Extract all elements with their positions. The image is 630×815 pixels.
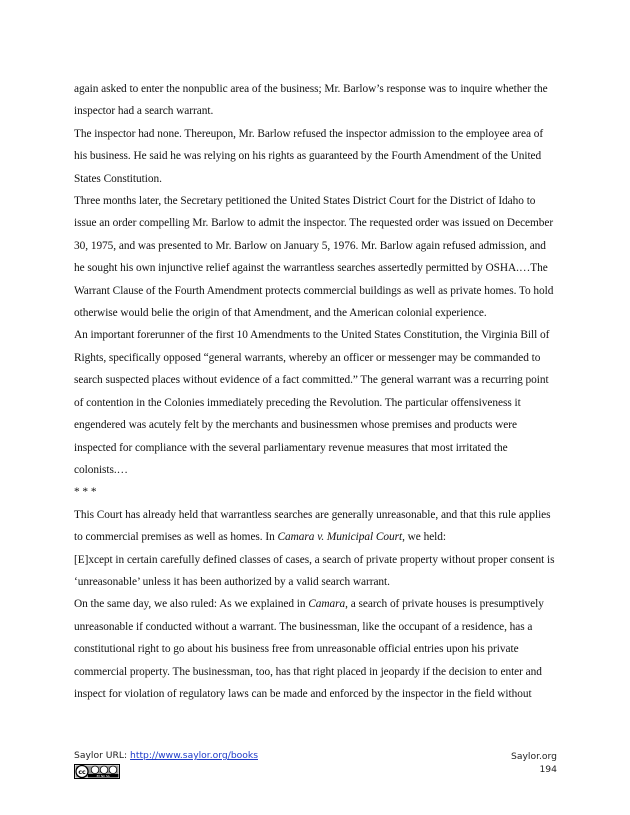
- footer-site: Saylor.org: [511, 751, 557, 762]
- text-run: * * *: [74, 486, 97, 499]
- text-run: , we held:: [402, 531, 447, 544]
- text-run: On the same day, we also ruled: As we explained in: [74, 598, 309, 611]
- footer-url-label: Saylor URL:: [74, 750, 131, 761]
- paragraph: [74, 78, 558, 123]
- paragraph: [74, 324, 558, 481]
- paragraph: [74, 123, 558, 190]
- italic-text: Camara v. Municipal Court: [277, 531, 403, 544]
- text-run: This Court has already held that warrantless searches are generally unreasonable, and that this rule applies to commercial premises as well as homes. In: [74, 508, 551, 544]
- footer-url: [74, 750, 258, 761]
- text-run: An important forerunner of the first 10 Amendments to the United States Constitution, the Virginia Bill of Rights, specifically opposed “general warrants, whereby an officer or messenger may be commanded to search suspected places without evidence of a fact committed.” The general warrant was a recurring point of contention in the Colonies immediately preceding the Revolution. The particular offensiveness it engendered was acutely felt by the merchants and businessmen whose premises and products were inspected for compliance with the several parliamentary revenue measures that most irritated the colonists.…: [74, 329, 550, 476]
- paragraph: [74, 190, 558, 324]
- cc-main-label: cc: [78, 768, 86, 776]
- text-run: , a search of private houses is presumptively unreasonable if conducted without a warrant. The businessman, like the occupant of a residence, has a constitutional right to go about his business free from unreasonable official entries upon his private commercial property. The businessman, too, has that right placed in jeopardy if the decision to enter and inspect for violation of regulatory laws can be made and enforced by the inspector in the field without: [74, 598, 544, 700]
- page-number: 194: [539, 764, 557, 775]
- text-run: The inspector had none. Thereupon, Mr. Barlow refused the inspector admission to the employee area of his business. He said he was relying on his rights as guaranteed by the Fourth Amendment of the United States Constitution.: [74, 127, 544, 185]
- italic-text: Camara: [308, 598, 346, 611]
- footer-url-link[interactable]: http://www.saylor.org/books: [130, 750, 259, 761]
- text-run: [E]xcept in certain carefully defined classes of cases, a search of private property without proper consent is ‘unreasonable’ unless it has been authorized by a valid search warrant.: [74, 553, 555, 588]
- text-run: Three months later, the Secretary petitioned the United States District Court for the District of Idaho to issue an order compelling Mr. Barlow to admit the inspector. The requested order was issued on December 30, 1975, and was presented to Mr. Barlow on January 5, 1976. Mr. Barlow again refused admission, and he sought his own injunctive relief against the warrantless searches assertedly permitted by OSHA.…The Warrant Clause of the Fourth Amendment protects commercial buildings as well as private homes. To hold otherwise would belie the origin of that Amendment, and the American colonial experience.: [74, 195, 554, 320]
- document-body: [74, 78, 558, 705]
- paragraph: [74, 593, 558, 705]
- paragraph: [74, 549, 558, 594]
- paragraph: [74, 504, 558, 549]
- text-run: again asked to enter the nonpublic area of the business; Mr. Barlow’s response was to inquire whether the inspector had a search warrant.: [74, 83, 548, 118]
- footer-right: [511, 750, 557, 776]
- creative-commons-license-icon[interactable]: [74, 764, 120, 779]
- cc-icons-label: BY NC SA: [96, 773, 110, 778]
- paragraph: [74, 481, 558, 503]
